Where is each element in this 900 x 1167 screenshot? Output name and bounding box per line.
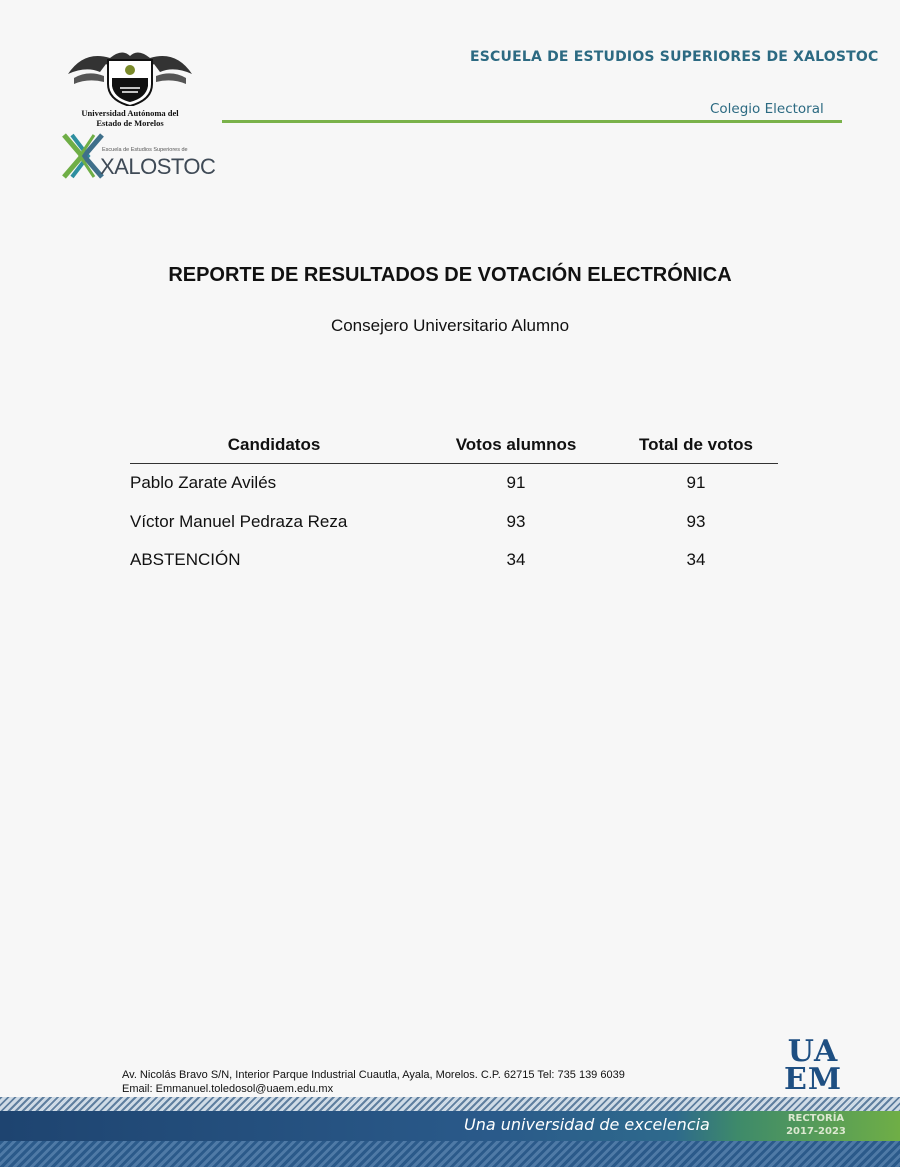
rectoria-title: RECTORÍA	[787, 1113, 845, 1124]
xalostoc-logo-wordmark: XALOSTOC	[100, 154, 216, 179]
university-name-line2: Estado de Morelos	[96, 118, 164, 128]
uaem-logo-top: UA	[787, 1034, 839, 1069]
uaem-crest-logo	[64, 44, 196, 106]
university-name-line1: Universidad Autónoma del	[81, 108, 179, 118]
total-votes: 93	[686, 512, 706, 531]
footer-bottom-stripe	[0, 1141, 900, 1167]
results-table	[130, 427, 778, 578]
header-divider	[222, 120, 842, 123]
table-row	[130, 502, 778, 542]
student-votes: 91	[506, 473, 526, 492]
table-header-row	[130, 427, 778, 464]
header-student-votes: Votos alumnos	[455, 435, 577, 454]
header-candidates: Candidatos	[227, 435, 321, 454]
rectoria-period: 2017-2023	[786, 1126, 846, 1137]
report-subtitle: Consejero Universitario Alumno	[330, 316, 570, 335]
footer-email: Email: Emmanuel.toledosol@uaem.edu.mx	[122, 1083, 334, 1095]
candidate-name: ABSTENCIÓN	[130, 550, 241, 569]
candidate-name: Víctor Manuel Pedraza Reza	[130, 512, 348, 531]
report-title: REPORTE DE RESULTADOS DE VOTACIÓN ELECTRÓNICA	[168, 264, 732, 286]
total-votes: 91	[686, 473, 706, 492]
footer-band	[0, 1111, 900, 1141]
header-total-votes: Total de votos	[639, 435, 753, 454]
table-row	[130, 542, 778, 578]
school-title: ESCUELA DE ESTUDIOS SUPERIORES DE XALOSTOC	[470, 49, 879, 65]
rectoria-label	[786, 1112, 846, 1138]
table-row	[130, 464, 778, 503]
department-name: Colegio Electoral	[710, 101, 824, 117]
candidate-name: Pablo Zarate Avilés	[130, 473, 277, 492]
uaem-footer-logo	[782, 1034, 844, 1097]
xalostoc-logo-caption: Escuela de Estudios Superiores de	[102, 147, 188, 153]
footer-address: Av. Nicolás Bravo S/N, Interior Parque Industrial Cuautla, Ayala, Morelos. C.P. 62715 Tel: 735 139 6039	[122, 1069, 625, 1081]
total-votes: 34	[686, 550, 706, 569]
footer-stripe-pattern	[0, 1097, 900, 1111]
footer-contact	[122, 1068, 625, 1096]
student-votes: 34	[506, 550, 526, 569]
uaem-logo-bottom: EM	[783, 1062, 843, 1097]
university-name	[56, 108, 204, 128]
student-votes: 93	[506, 512, 526, 531]
footer-slogan: Una universidad de excelencia	[464, 1115, 710, 1134]
